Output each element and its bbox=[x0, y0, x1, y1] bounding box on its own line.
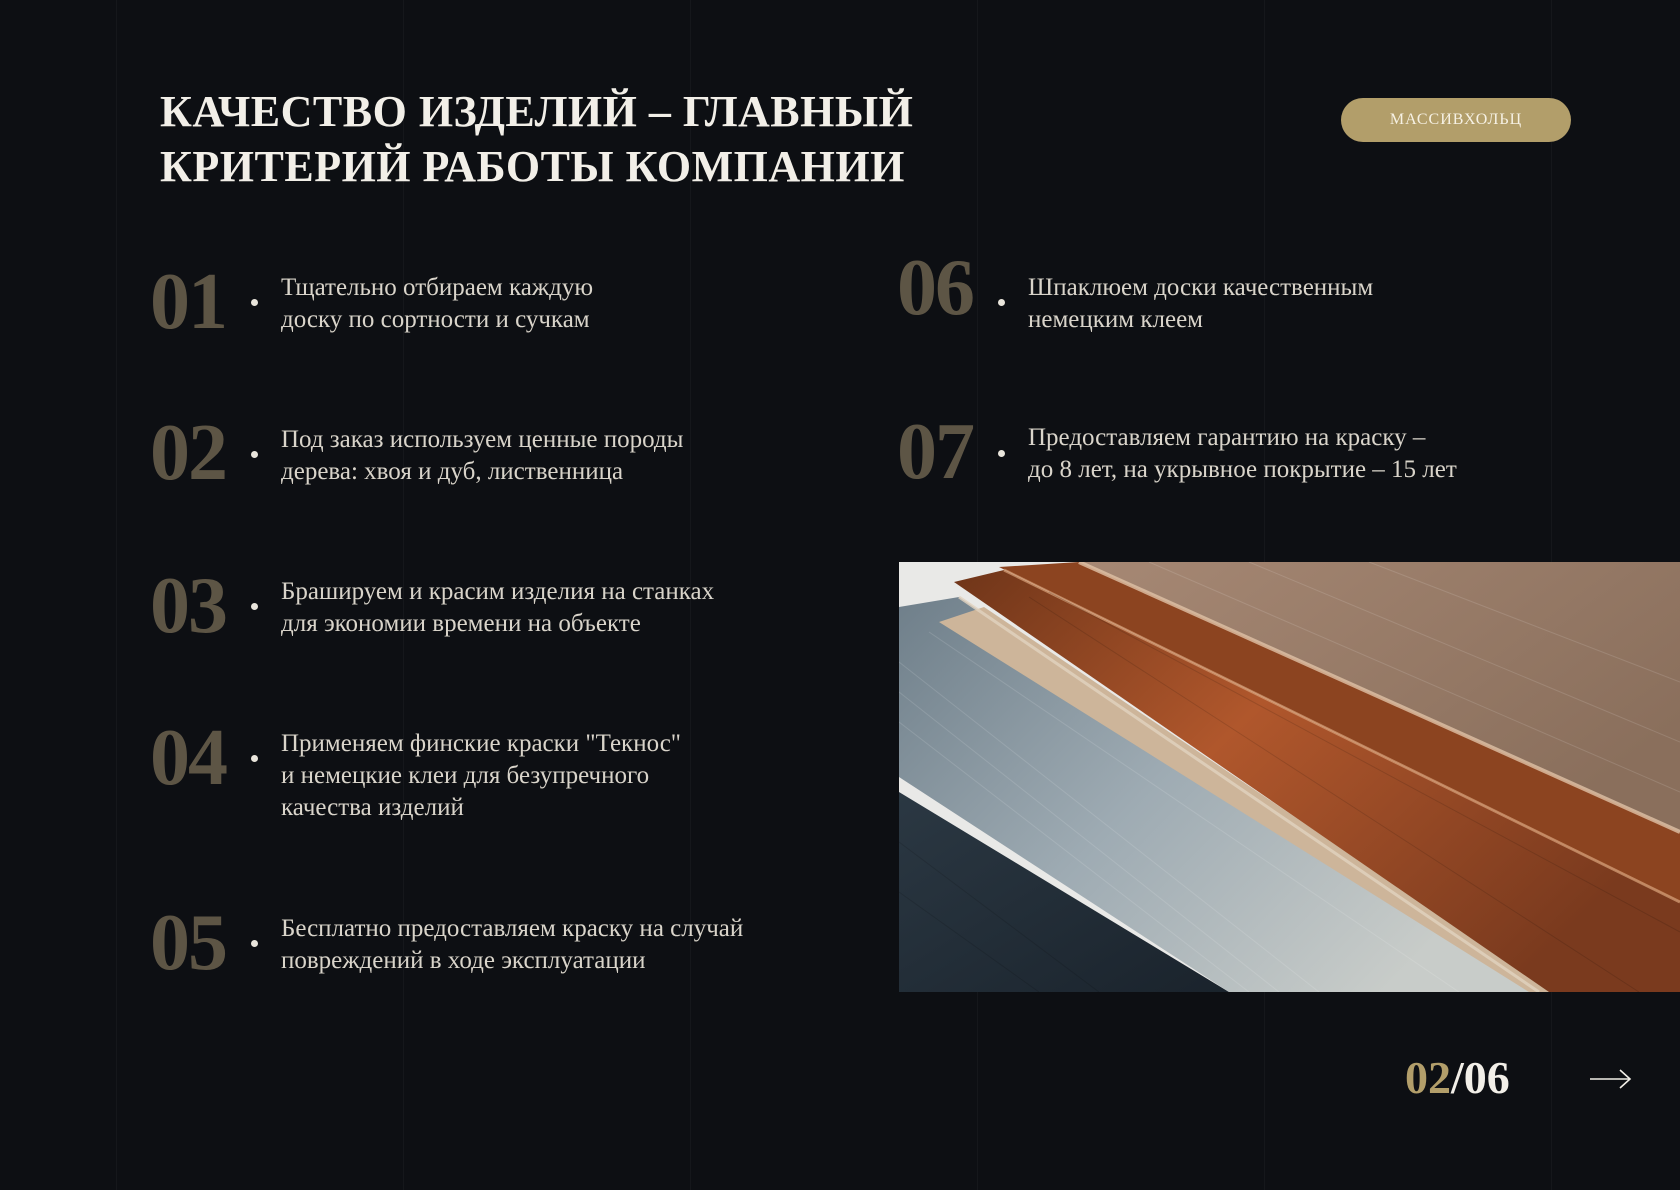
total-pages: 06 bbox=[1463, 1052, 1510, 1103]
feature-text-line: Шпаклюем доски качественным bbox=[1028, 274, 1374, 301]
feature-text-line: доску по сортности и сучкам bbox=[281, 306, 590, 333]
title-line: КАЧЕСТВО ИЗДЕЛИЙ – ГЛАВНЫЙ bbox=[160, 87, 914, 136]
feature-text-line: Брашируем и красим изделия на станках bbox=[281, 578, 715, 605]
feature-text-line: и немецкие клеи для безупречного bbox=[281, 762, 650, 789]
feature-text bbox=[281, 272, 593, 336]
feature-text-line: Под заказ используем ценные породы bbox=[281, 426, 684, 453]
feature-text bbox=[281, 576, 714, 640]
feature-text-line: дерева: хвоя и дуб, лиственница bbox=[281, 458, 624, 485]
feature-number: 04 bbox=[150, 714, 226, 802]
feature-text-line: Бесплатно предоставляем краску на случай bbox=[281, 915, 744, 942]
page-counter bbox=[1405, 1048, 1510, 1108]
feature-number: 07 bbox=[897, 408, 973, 496]
current-page: 02 bbox=[1405, 1052, 1451, 1103]
feature-text-line: до 8 лет, на укрывное покрытие – 15 лет bbox=[1028, 456, 1457, 483]
feature-text-line: Предоставляем гарантию на краску – bbox=[1028, 424, 1426, 451]
bullet-dot-icon bbox=[998, 299, 1005, 306]
feature-text bbox=[1028, 422, 1457, 486]
bullet-dot-icon bbox=[251, 603, 258, 610]
feature-number: 03 bbox=[150, 562, 226, 650]
bullet-dot-icon bbox=[251, 755, 258, 762]
feature-text bbox=[281, 728, 681, 824]
feature-text-line: для экономии времени на объекте bbox=[281, 610, 641, 637]
bullet-dot-icon bbox=[251, 451, 258, 458]
arrow-right-icon[interactable] bbox=[1588, 1066, 1634, 1092]
brand-button[interactable]: МАССИВХОЛЬЦ bbox=[1341, 98, 1571, 142]
bullet-dot-icon bbox=[251, 940, 258, 947]
page-separator: / bbox=[1451, 1052, 1464, 1103]
feature-text bbox=[1028, 272, 1373, 336]
feature-text-line: повреждений в ходе эксплуатации bbox=[281, 947, 646, 974]
page-title bbox=[160, 84, 913, 194]
bullet-dot-icon bbox=[998, 450, 1005, 457]
wood-planks-illustration bbox=[899, 562, 1680, 992]
grid-line bbox=[116, 0, 117, 1190]
feature-text bbox=[281, 424, 683, 488]
bullet-dot-icon bbox=[251, 299, 258, 306]
feature-text-line: качества изделий bbox=[281, 794, 464, 821]
feature-number: 06 bbox=[897, 244, 973, 332]
feature-text-line: Применяем финские краски "Текнос" bbox=[281, 730, 681, 757]
feature-text bbox=[281, 913, 743, 977]
feature-number: 05 bbox=[150, 899, 226, 987]
wood-planks-photo bbox=[899, 562, 1680, 992]
feature-number: 02 bbox=[150, 409, 226, 497]
title-line: КРИТЕРИЙ РАБОТЫ КОМПАНИИ bbox=[160, 142, 905, 191]
feature-text-line: Тщательно отбираем каждую bbox=[281, 274, 594, 301]
feature-number: 01 bbox=[150, 258, 226, 346]
feature-text-line: немецким клеем bbox=[1028, 306, 1203, 333]
